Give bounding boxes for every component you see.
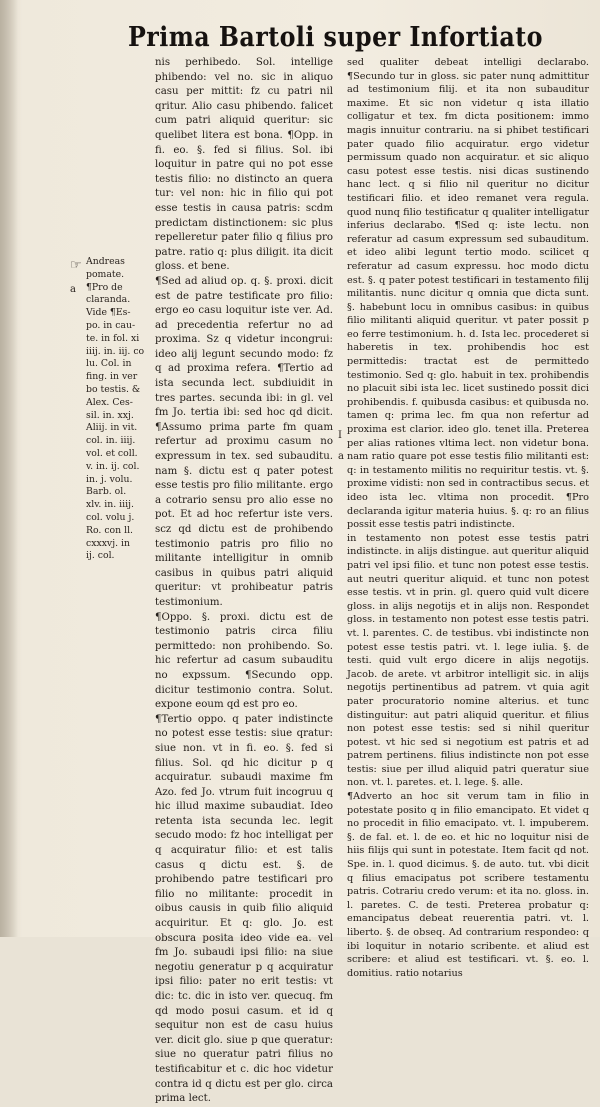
gloss-line: Aliij. in vit. — [86, 422, 138, 434]
right-paragraph: ¶Adverto an hoc sit verum tam in filio in potestate posito q in filio emancipato. Et videt q no procedit in filio emacipato. vt. l. impuberem. §. de fal. et. l. de eo. et hic no loquitur nisi de hiis filijs qui sunt in potestate. Item facit qd not. Spe. in. l. quod dicimus. §. de auto. tut. vbi dicit q filius emacipatus pot scribere testamentu patris. Cotrariu credo verum: et ita no. gloss. in. l. paretes. C. de testi. Preterea probatur q: emancipatus debeat reuerentia patri. vt. l. liberto. §. de obseq. Ad contrarium respondeo: q ibi loquitur in notario scribente. et aliud est scribere: et aliud est testificari. vt. §. eo. l. domitius. ratio notarius — [347, 791, 589, 979]
gloss-line: sil. in. xxj. — [86, 409, 134, 421]
gloss-line: ¶Pro de — [86, 281, 123, 293]
margin-letter-a: a — [70, 284, 76, 295]
gloss-line: pomate. — [86, 268, 125, 280]
gloss-line: Barb. ol. — [86, 486, 127, 498]
left-paragraph: ¶Tertio oppo. q pater indistincte no potest esse testis: siue qratur: siue non. vt in fi. eo. §. fed si filius. Sol. qd hic dicitur p q acquiratur. subaudi maxime fm Azo. fed Jo. vtrum fuit incogruu q hic illud maxime subaudiat. Ideo retenta ista secunda lec. legit secudo modo: fz hoc intelligat per q acquiratur filio: et est talis casus q dictu est. §. de prohibendo patre testificari pro filio no militante: procedit in oibus causis in quib filio aliquid acquiritur. Et q: glo. Jo. est obscura posita ideo vide ea. vel fm Jo. subaudi ipsi filio: na siue negotiu generatur p q acquiratur ipsi filio: pater no erit testis: vt dic: tc. dic in isto ver. quecuq. fm qd modo posui casum. et id q sequitur non est de casu huius ver. dicit glo. siue p que queratur: siue no queratur patri filius no testificabitur et c. dic hoc videtur contra id q dictu est per glo. circa prima lect. — [155, 713, 333, 1105]
gloss-line: iiij. in. iij. co — [86, 345, 145, 357]
gloss-line: Ro. con ll. — [86, 524, 133, 536]
gloss-line: te. in fol. xi — [86, 332, 140, 344]
gloss-line: Andreas — [86, 256, 125, 267]
right-paragraph: in testamento non potest esse testis patri indistincte. in alijs distingue. aut queritur aliquid patri vel ipsi filio. et tunc non potest esse testis. aut neutri queritur aliquid. et tunc non potest esse testis. vt in prin. gl. quero quid vult dicere gloss. in alijs negotijs et in alijs non. Respondet gloss. in testamento non potest esse testis patri. vt. l. parentes. C. de testibus. vbi indistincte non potest esse testis patri. vt. l. lege iulia. §. de testi. quid vult ergo dicere in alijs negotijs. Jacob. de arete. vt arbitror intelligit sic. in alijs negotijs pertinentibus ad patrem. vt quia agit pater procuratorio nomine alterius. et tunc distinguitur: aut patri aliquid queritur. et filius non potest esse testis: sed si nihil queritur potest. vt hic sed si negotium est patris et ad patrem pertinens. filius indistincte non pot esse testis: siue per illud aliquid patri queratur siue non. vt. l. paretes. et. l. lege. §. alle. — [347, 532, 589, 789]
gloss-line: Alex. Ces- — [86, 396, 133, 408]
gloss-line: in. j. volu. — [86, 473, 133, 485]
margin-gloss — [86, 256, 145, 563]
gloss-line: ij. col. — [86, 550, 115, 562]
right-paragraph: sed qualiter debeat intelligi declarabo. ¶Secundo tur in gloss. sic pater nunq admittitur ad testimonium filij. et ita non subauditur maxime. Et sic non videtur q ista illatio colligatur et tex. fm dicta positionem: immo magis innuitur contrariu. na si phibet testificari pater quado filio acquiratur. ergo videtur permissum quado non acquiratur. et sic aliquo casu potest esse testis. nisi dicas sustinendo hanc lect. q si filio nil queritur no dicitur testificari filio. et ideo remanet vera regula. quod nunq filio testificatur q qualiter intelligatur inferius declarabo. ¶Sed q: iste lectu. non referatur ad casum expressum sed subauditum. et ideo alibi legunt tertio modo. scilicet q referatur ad casum expressu. hoc modo dictu est. §. q pater potest testificari in testamento filij militantis. nunc dicitur q omnia que dicta sunt. §. habebunt locu in omnibus casibus: in quibus filio militanti aliquid queritur. vt pater possit p eo ferre testimonium. h. d. Ista lec. procederet si haberetis in tex. prohibendis hoc est permittedis: tractat est de permittedo testimonio. Sed q: glo. habuit in tex. prohibendis no placuit sibi ista lec. licet sustinedo possit dici prohibendis. f. quibusda casibus: et quibusda no. tamen q: prima lec. fm qua non refertur ad proxima est clarior. ideo glo. tenet illa. Preterea per alias rationes vltima lect. non videtur bona. nam ratio quare pot esse testis filio militanti est: q: in testamento militis no requiritur testis. vt. §. proxime vidisti: non sed in contractibus secus. et ideo ista lec. vltima non procedit. ¶Pro declaranda igitur materia huius. §. q: ro an filius possit esse testis patri indistincte. — [347, 57, 589, 531]
left-paragraph: ¶Sed ad aliud op. q. §. proxi. dicit est de patre testificate pro filio: ergo eo casu loquitur iste ver. Ad. ad precedentia refertur no ad proxima. Sz q videtur incongrui: ideo alij legunt secundo modo: fz q ad proxima refera. ¶Tertio ad ista secunda lect. subdiuidit in tres partes. secunda ibi: in gl. vel fm Jo. tertia ibi: sed hoc qd dicit. ¶Assumo prima parte fm quam refertur ad proximu casum no expressum in tex. sed subauditu. nam §. dictu est q pater potest esse testis pro filio militante. ergo a cotrario sensu pro alio esse no pot. Et ad hoc refertur iste vers. scz qd dictu est de prohibendo testimonio patris pro filio no militante intelligitur in omnib casibus in quibus patri aliquid queritur: vt prohibeatur patris testimonium. — [155, 275, 333, 608]
gloss-line: bo testis. & — [86, 383, 141, 395]
left-paragraph: nis perhibedo. Sol. intellige phibendo: vel no. sic in aliquo casu per mittit: fz cu patri nil qritur. Alio casu phibendo. falicet cum patri aliquid queritur: sic quelibet litera est bona. ¶Opp. in fi. eo. §. fed si filius. Sol. ibi loquitur in patre qui no pot esse testis filio: no distincto an quera tur: vel non: hic in filio qui pot esse testis in causa patris: scdm predictam distinctionem: sic plus repelleretur pater filio q filius pro patre. ratio q: plus diligit. ita dicit gloss. et bene. — [155, 57, 333, 273]
gloss-line: vol. et coll. — [86, 447, 138, 459]
gloss-line: col. volu j. — [86, 511, 135, 523]
running-title: Prima Bartoli super Infortiato — [128, 22, 543, 53]
gloss-line: xlv. in. iiij. — [86, 499, 134, 511]
gloss-line: cxxxvj. in — [86, 537, 130, 549]
right-text-column — [347, 56, 589, 980]
gloss-line: Vide ¶Es- — [86, 307, 131, 319]
gloss-line: claranda. — [86, 294, 131, 306]
gutter-shadow — [0, 0, 18, 937]
column-margin-mark-a: a — [338, 451, 344, 462]
gloss-line: fing. in ver — [86, 371, 138, 383]
gloss-line: lu. Col. in — [86, 358, 132, 370]
pointing-hand-icon: ☞ — [70, 258, 82, 273]
left-paragraph: ¶Oppo. §. proxi. dictu est de testimonio patris circa filiu permittedo: non prohibendo. So. hic refertur ad casum subauditu no expssum. ¶Secundo opp. dicitur testimonio contra. Solut. expone eoum qd est pro eo. — [155, 611, 333, 711]
gloss-line: po. in cau- — [86, 319, 136, 331]
gloss-line: v. in. ij. col. — [86, 460, 140, 472]
column-margin-mark-i: I — [338, 430, 342, 441]
left-text-column — [155, 56, 333, 1107]
gloss-line: col. in. iiij. — [86, 435, 136, 447]
